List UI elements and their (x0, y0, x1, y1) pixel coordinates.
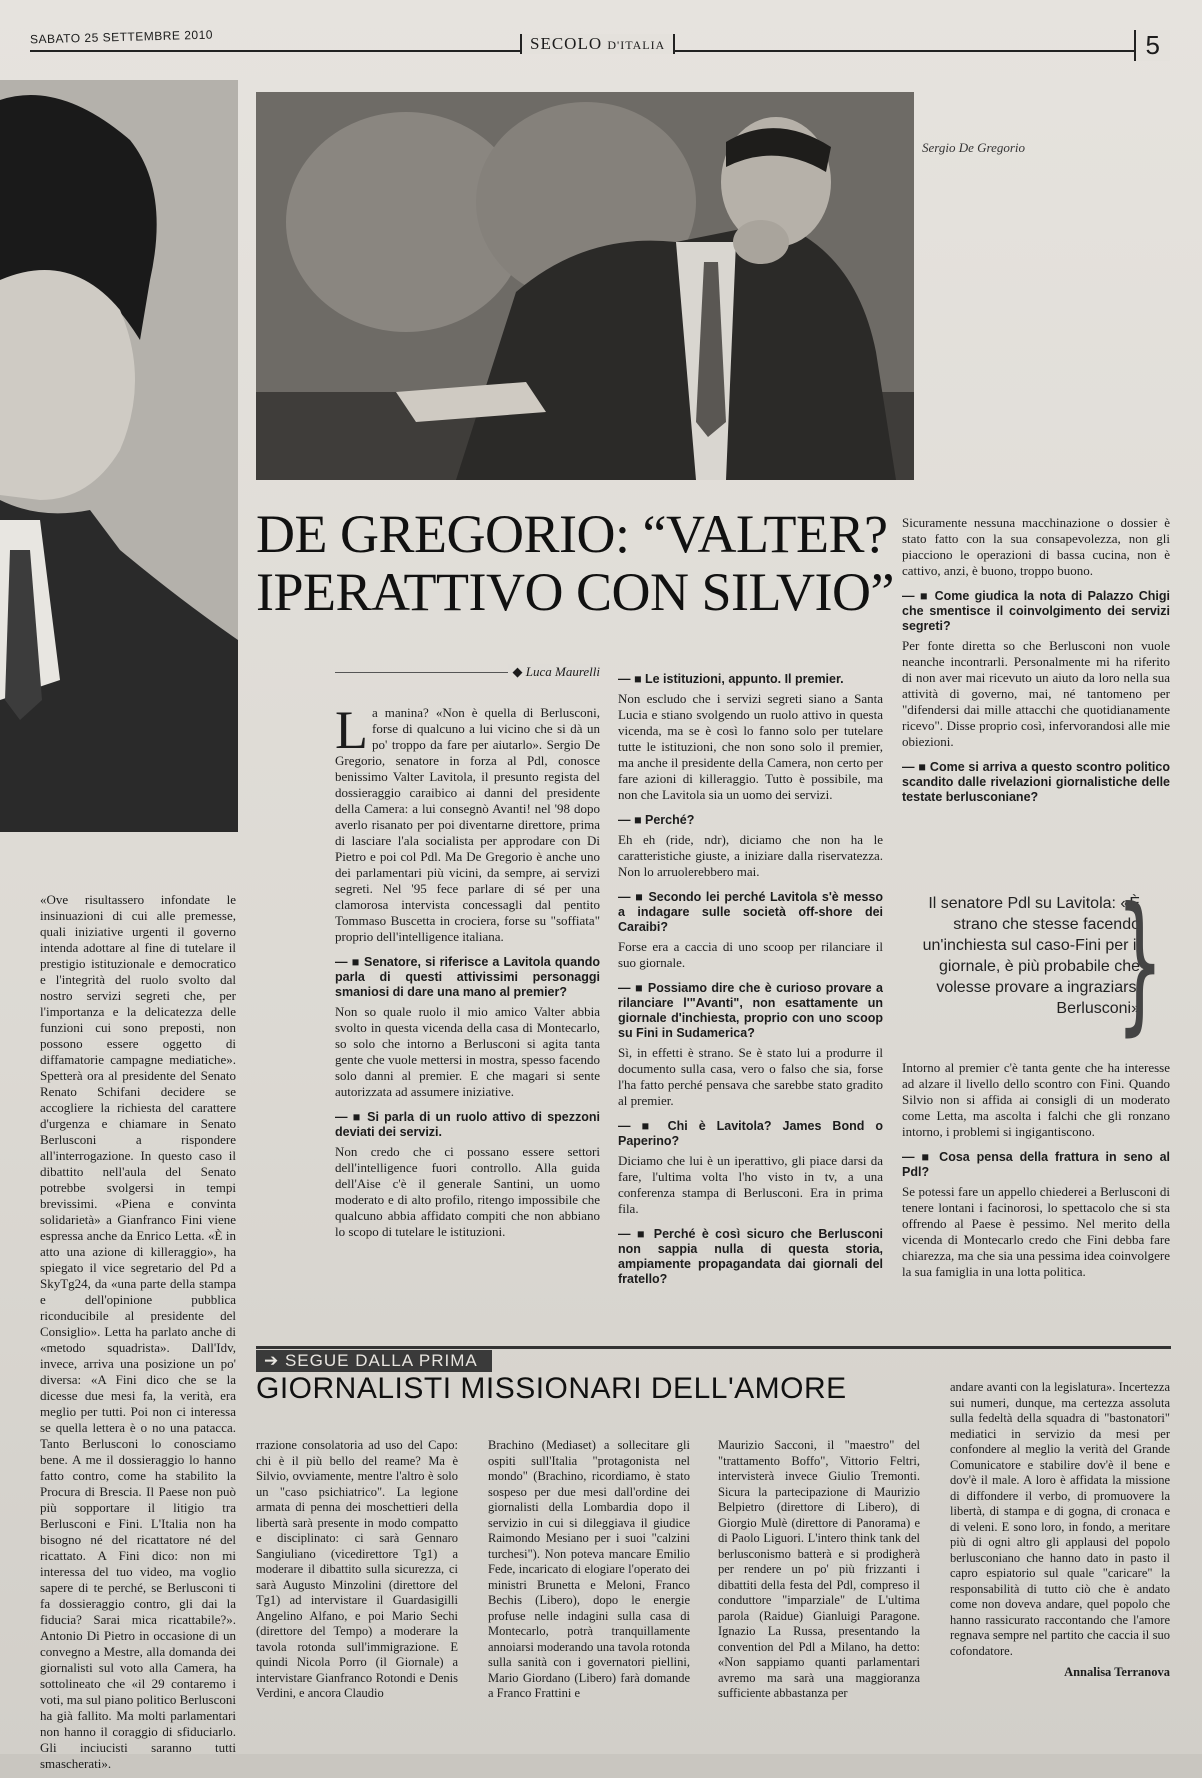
question: — ■ Si parla di un ruolo attivo di spezzoni deviati dei servizi. (335, 1110, 600, 1140)
portrait-photo (0, 80, 238, 832)
question: — ■ Possiamo dire che è curioso provare a rilanciare l'"Avanti", non esattamente un giornale d'inchiesta, proprio con uno scoop su Fini in Sudamerica? (618, 981, 883, 1041)
answer: Per fonte diretta so che Berlusconi non vuole neanche incontrarli. Personalmente mi ha riferito di non aver mai ricevuto un aiuto da loro nella sua attività di governo, mai, né tantomeno per "difendersi dai mille attacchi che quotidianamente ricevo". Disse proprio così, infervorandosi alle mie obiezioni. (902, 638, 1170, 749)
answer: Non escludo che i servizi segreti siano a Santa Lucia e stiano svolgendo un ruolo attivo in questa vicenda, ma se è così lo fanno solo per tutelare tutte le istituzioni, che non sono solo il premier, ma anche il presidente della Camera, non certo per fare azioni di killeraggio. Tutto è possibile, ma non che Lavitola sia un uomo dei servizi. (618, 691, 883, 802)
main-photo (256, 92, 914, 480)
bottom-text: andare avanti con la legislatura». Incertezza sui numeri, dunque, ma certezza assoluta sulla fedeltà della squadra di "bastonatori" mediatici in servizio da mesi per confondere al meglio la verità del Grande Comunicatore e stabilire dov'è il bene e dov'è il male. A loro è affidata la missione di diffondere il verbo, di promuovere la libertà, di stampa e di gogna, di cronaca e di veleni. E sono loro, in fondo, a meritare più di ogni altro gli applausi del popolo berlusconiano che hanno dato in pasto il capro espiatorio sul quale "caricare" la responsabilità di tutto ciò che è andato come non doveva andare, quel popolo che hanno rassicurato raccontando che l'amore regnava sempre nel partito che caccia il suo cofondatore. (950, 1380, 1170, 1658)
question: — ■ Cosa pensa della frattura in seno al Pdl? (902, 1150, 1170, 1180)
question: — ■ Perché è così sicuro che Berlusconi non sappia nulla di questa storia, ampiamente propagandata dai giornali del fratello? (618, 1227, 883, 1287)
byline-author: Luca Maurelli (525, 664, 600, 679)
answer: Eh eh (ride, ndr), diciamo che non ha le caratteristiche giuste, a iniziare dalla riservatezza. Non lo arruolerebbero mai. (618, 832, 883, 879)
bottom-column-4 (950, 1380, 1170, 1687)
bottom-text: Maurizio Sacconi, il "maestro" del "trattamento Boffo", Vittorio Feltri, intervisterà invece Giulio Tremonti. Sicura la partecipazione di Maurizio Belpietro (direttore di Libero), di Giorgio Mulè (direttore di Panorama) e di Paolo Liguori. L'intero think tank del berlusconismo batterà e si prodigherà per rendere un po' più frizzanti i dibattiti della festa del Pdl, compreso il conduttore "imparziale" de L'ultima parola (Raidue) Gianluigi Paragone. Ignazio La Russa, presentando la convention del Pdl a Milano, ha detto: «Non sappiamo quanti parlamentari avremo ma sarà una maggioranza sufficiente abbastanza per (718, 1438, 920, 1700)
bottom-text: Brachino (Mediaset) a sollecitare gli ospiti sull'Italia "protagonista nel mondo" (Brachino, ricordiamo, è stato sospeso per due mesi dall'ordine dei giornalisti della Lombardia dopo il servizio in cui si dileggiava il giudice Raimondo Mesiano per i suoi "calzini turchesi"). Non poteva mancare Emilio Fede, incaricato di elogiare l'operato dei ministri Brunetta e Meloni, Franco Bechis (Libero), dopo le energie profuse nelle indagini sulla casa di Montecarlo, potrà tranquillamente annoiarsi moderando una tavola rotonda sulla sanità con i governatori piellini, Mario Giordano (Libero) farà domande a Franco Frattini e (488, 1438, 690, 1700)
answer: Non so quale ruolo il mio amico Valter abbia svolto in questa vicenda della casa di Montecarlo, so solo che intorno a Berlusconi si agita tanta gente che vuole mettersi in mostra, spesso facendo solo danni al premier. E che magari si sente autorizzata ad assumere iniziative. (335, 1004, 600, 1099)
bottom-column-2 (488, 1438, 690, 1708)
article-column-3-lower (902, 1060, 1170, 1286)
bottom-column-3 (718, 1438, 920, 1708)
bottom-signature: Annalisa Terranova (1064, 1665, 1170, 1679)
portrait-illustration (0, 80, 238, 832)
right-brace-icon: } (1116, 876, 1164, 1050)
newspaper-title (520, 34, 675, 54)
byline: ◆ Luca Maurelli (335, 672, 600, 691)
sidebar-text: «Ove risultassero infondate le insinuazioni di cui alle premesse, quali iniziative urgenti il governo intenda adottare al fine di tutelare il prestigio istituzionale e democratico e l'integrità del ruolo svolto dal nostro servizi segreti che, per l'importanza e la delicatezza delle funzioni cui sono preposti, non possono essere oggetto di diffamatorie campagne mediatiche». Spetterà ora al presidente del Senato Renato Schifani decidere se accogliere la richiesta del carattere d'urgenza e chiamare in Senato Berlusconi a rispondere all'interrogazione. In questo caso il dibattito nell'aula del Senato potrebbe svolgersi in tempi brevissimi. «Piena e convinta solidarietà» a Gianfranco Fini viene espressa anche da Enrico Letta. «È in atto una azione di killeraggio», ha spiegato il vice segretario del Pd a SkyTg24, da «una parte della stampa e dell'opinione pubblica riconducibile al presidente del Consiglio». Letta ha parlato anche di «metodo squadrista». Dall'Idv, invece, arriva una posizione un po' diversa: «A Fini dico che se la dicesse due mesi fa, la verità, era meglio per tutti. Poi non ci interessa se quella lettera è o no una patacca. Tanto Berlusconi lo conosciamo bene. A me il dossieraggio lo hanno fatto contro, come ha stabilito la Procura di Brescia. Il Paese non può più sopportare il litigio tra Berlusconi e Fini. L'Italia non ha bisogno né del ricattatore né del ricattato. A Fini dico: non mi interessa del tuo video, ma voglio sapere di te perché, se Berlusconi ti fa dossieraggio contro, gli dai la fiducia? Sarai mica ricattabile?». Antonio Di Pietro in occasione di un convegno a Mestre, alla domanda dei giornalisti sul voto alla Camera, ha sottolineato che «il 29 contaremo i voti, ma sul piano politico Berlusconi ha già fallito. Ma molti parlamentari non hanno il coraggio di sfiduciarlo. Gli inciucisti saranno tutti smascherati». (40, 892, 236, 1771)
question: — ■ Perché? (618, 813, 883, 828)
answer: Forse era a caccia di uno scoop per rilanciare il suo giornale. (618, 939, 883, 970)
answer: Sì, in effetti è strano. Se è stato lui a produrre il documento sulla casa, vero o falso che sia, forse l'ha fatto perché pensava che sarebbe stato gradito al premier. (618, 1045, 883, 1108)
answer: Sicuramente nessuna macchinazione o dossier è stato fatto con la sua consapevolezza, non gli piacciono le operazioni di bassa cucina, non è cattivo, anzi, è buono, troppo buono. (902, 515, 1170, 578)
question: — ■ Senatore, si riferisce a Lavitola quando parla di questi attivissimi personaggi smaniosi di dare una mano al premier? (335, 955, 600, 1000)
masthead (30, 22, 1180, 72)
answer: Non credo che ci possano essere settori dell'intelligence fuori controllo. Alla guida dell'Aise c'è il generale Santini, un uomo moderato e di alto profilo, ritengo impossibile che qualcuno abbia affidato compiti che non abbiano lo scopo di tutelare le istituzioni. (335, 1144, 600, 1239)
question: — ■ Le istituzioni, appunto. Il premier. (618, 672, 883, 687)
article-column-2 (618, 672, 883, 1291)
answer: Intorno al premier c'è tanta gente che ha interesse ad alzare il livello dello scontro con Fini. Quando Silvio non si affida ai consigli di un moderato come Letta, ma ascolta i falchi che gli ronzano intorno, i problemi si ingigantiscono. (902, 1060, 1170, 1139)
dropcap: L (335, 700, 368, 760)
intro-text: a manina? «Non è quella di Berlusconi, forse di qualcuno a lui vicino che si dà un po' troppo da fare per aiutarlo». Sergio De Gregorio, senatore in forza al Pdl, conosce benissimo Valter Lavitola, il presunto regista del dossieraggio caraibico ai danni del presidente della Camera: a lui consegnò Avanti! nel '98 dopo averlo risanato per poi diventarne direttore, prima di lasciare l'ala socialista per approdare con Di Pietro e poi col Pdl. Ma De Gregorio è anche uno dei parlamentari più vicini, da sempre, ai servizi segreti. Nel '95 fece parlare di sé per una clamorosa intervista concessagli dal pentito Tommaso Buscetta in crociera, forse su "soffiata" proprio dell'intelligence italiana. (335, 705, 600, 944)
newspaper-title-small: D'ITALIA (607, 38, 666, 52)
issue-date: SABATO 25 SETTEMBRE 2010 (29, 27, 214, 47)
page-number: 5 (1134, 30, 1170, 61)
question: — ■ Come giudica la nota di Palazzo Chigi che smentisce il coinvolgimento dei servizi segreti? (902, 589, 1170, 634)
question: — ■ Come si arriva a questo scontro politico scandito dalle rivelazioni giornalistiche delle testate berlusconiane? (902, 760, 1170, 805)
question: — ■ Secondo lei perché Lavitola s'è messo a indagare sulle società off-shore dei Caraibi? (618, 890, 883, 935)
headline-line-1: DE GREGORIO: “VALTER? (256, 504, 888, 564)
sidebar-column (40, 892, 236, 1778)
bottom-column-1 (256, 1438, 458, 1708)
senator-photo-illustration (256, 92, 914, 480)
article-headline (256, 505, 896, 621)
article-intro (335, 700, 600, 945)
answer: Se potessi fare un appello chiederei a Berlusconi di tenere lontani i facinorosi, lo spettacolo che si sta offrendo al Paese è pessimo. Nel merito della vicenda di Montecarlo credo che Fini debba fare chiarezza, ma che sia una pessima idea coinvolgere la sua famiglia in una lotta politica. (902, 1184, 1170, 1279)
answer: Diciamo che lui è un iperattivo, gli piace darsi da fare, l'ultima volta l'ho visto in tv, a una conferenza stampa di Berlusconi. Era in prima fila. (618, 1153, 883, 1216)
headline-line-2: IPERATTIVO CON SILVIO” (256, 562, 894, 622)
newspaper-title-main: SECOLO (530, 34, 603, 53)
question: — ■ Chi è Lavitola? James Bond o Paperino? (618, 1119, 883, 1149)
pull-quote: Il senatore Pdl su Lavitola: «È strano che stesse facendo un'inchiesta sul caso-Fini per il giornale, è più probabile che volesse provare a ingraziarsi Berlusconi» (922, 895, 1140, 1017)
bottom-text: rrazione consolatoria ad uso del Capo: chi è il più bello del reame? Ma è Silvio, ovviamente, mentre l'altro è solo un "caso psichiatrico". La legione armata di penna dei moschettieri della libertà sarà presente in modo compatto e disciplinato: ci sarà Gennaro Sangiuliano (vicedirettore Tg1) a moderare il dibattito sulla sicurezza, ci sarà Augusto Minzolini (direttore del Tg1) ad intervistare il Guardasigilli Angelino Alfano, e poi Mario Sechi (direttore del Tempo) a moderare la tavola rotonda sull'immigrazione. E quindi Nicola Porro (il Giornale) a intervistare Gianfranco Rotondi e Denis Verdini, e ancora Claudio (256, 1438, 458, 1700)
article-column-1 (335, 700, 600, 1246)
article-column-3 (902, 515, 1170, 809)
section-divider (256, 1346, 1171, 1349)
bottom-headline: GIORNALISTI MISSIONARI DELL'AMORE (256, 1372, 847, 1405)
photo-caption: Sergio De Gregorio (922, 140, 1026, 155)
section-tag: ➔ SEGUE DALLA PRIMA (256, 1350, 492, 1372)
